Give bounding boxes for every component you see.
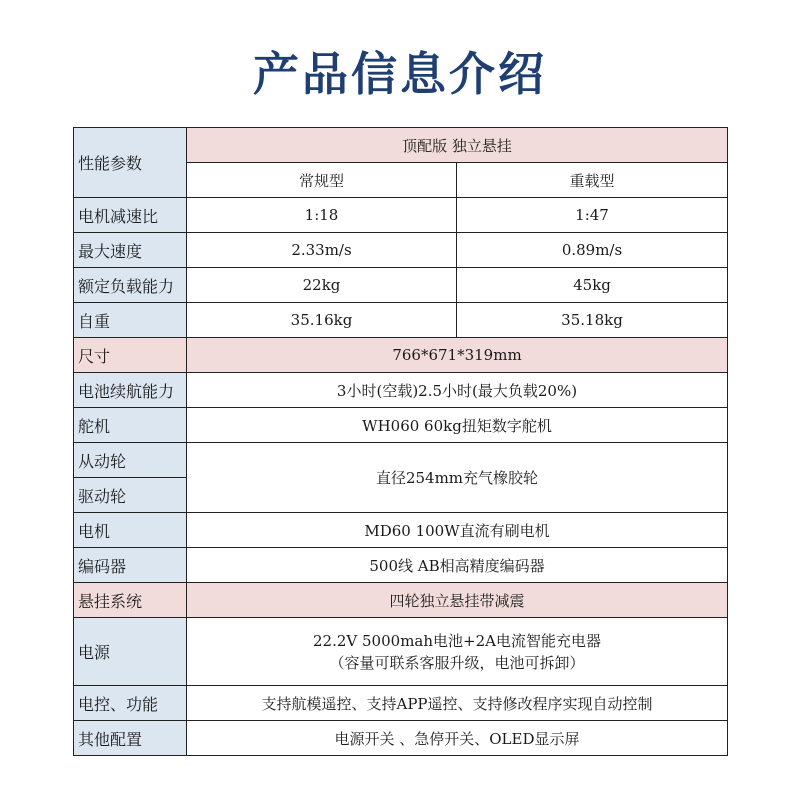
table-row [74,198,728,233]
table-row [74,721,728,756]
table-row [74,233,728,268]
row-label-max-speed: 最大速度 [74,233,187,268]
row-label-suspension: 悬挂系统 [74,583,187,618]
max-speed-standard: 2.33m/s [187,233,457,268]
table-row [74,686,728,721]
table-row [74,338,728,373]
page-title: 产品信息介绍 [253,47,547,101]
rated-load-heavy: 45kg [457,268,728,303]
table-row [74,583,728,618]
row-label-drive-wheel: 驱动轮 [74,478,187,513]
self-weight-standard: 35.16kg [187,303,457,338]
row-label-driven-wheel: 从动轮 [74,443,187,478]
row-label-encoder: 编码器 [74,548,187,583]
max-speed-heavy: 0.89m/s [457,233,728,268]
table-row [74,373,728,408]
suspension-value: 四轮独立悬挂带减震 [187,583,728,618]
row-label-control: 电控、功能 [74,686,187,721]
table-row [74,548,728,583]
row-label-other: 其他配置 [74,721,187,756]
other-value: 电源开关 、急停开关、OLED显示屏 [187,721,728,756]
row-label-servo: 舵机 [74,408,187,443]
servo-value: WH060 60kg扭矩数字舵机 [187,408,728,443]
row-label-power: 电源 [74,618,187,686]
power-value [187,618,728,686]
wheels-value: 直径254mm充气橡胶轮 [187,443,728,513]
encoder-value: 500线 AB相高精度编码器 [187,548,728,583]
gear-ratio-standard: 1:18 [187,198,457,233]
spec-table [73,127,728,756]
power-line-1: 22.2V 5000mah电池+2A电流智能充电器 [313,631,601,650]
rated-load-standard: 22kg [187,268,457,303]
self-weight-heavy: 35.18kg [457,303,728,338]
gear-ratio-heavy: 1:47 [457,198,728,233]
table-row [74,303,728,338]
table-row [74,443,728,478]
control-value: 支持航模遥控、支持APP遥控、支持修改程序实现自动控制 [187,686,728,721]
row-label-self-weight: 自重 [74,303,187,338]
model-heavy-header: 重载型 [457,163,728,198]
row-label-battery-life: 电池续航能力 [74,373,187,408]
row-label-motor: 电机 [74,513,187,548]
table-row [74,513,728,548]
row-label-size: 尺寸 [74,338,187,373]
size-value: 766*671*319mm [187,338,728,373]
version-header: 顶配版 独立悬挂 [187,128,728,163]
model-standard-header: 常规型 [187,163,457,198]
table-row [74,618,728,686]
row-label-rated-load: 额定负载能力 [74,268,187,303]
row-label-gear-ratio: 电机减速比 [74,198,187,233]
table-row [74,268,728,303]
battery-life-value: 3小时(空载)2.5小时(最大负载20%) [187,373,728,408]
table-row [74,408,728,443]
table-row [74,128,728,163]
performance-params-label: 性能参数 [74,128,187,198]
motor-value: MD60 100W直流有刷电机 [187,513,728,548]
power-line-2: （容量可联系客服升级，电池可拆卸） [329,653,585,672]
